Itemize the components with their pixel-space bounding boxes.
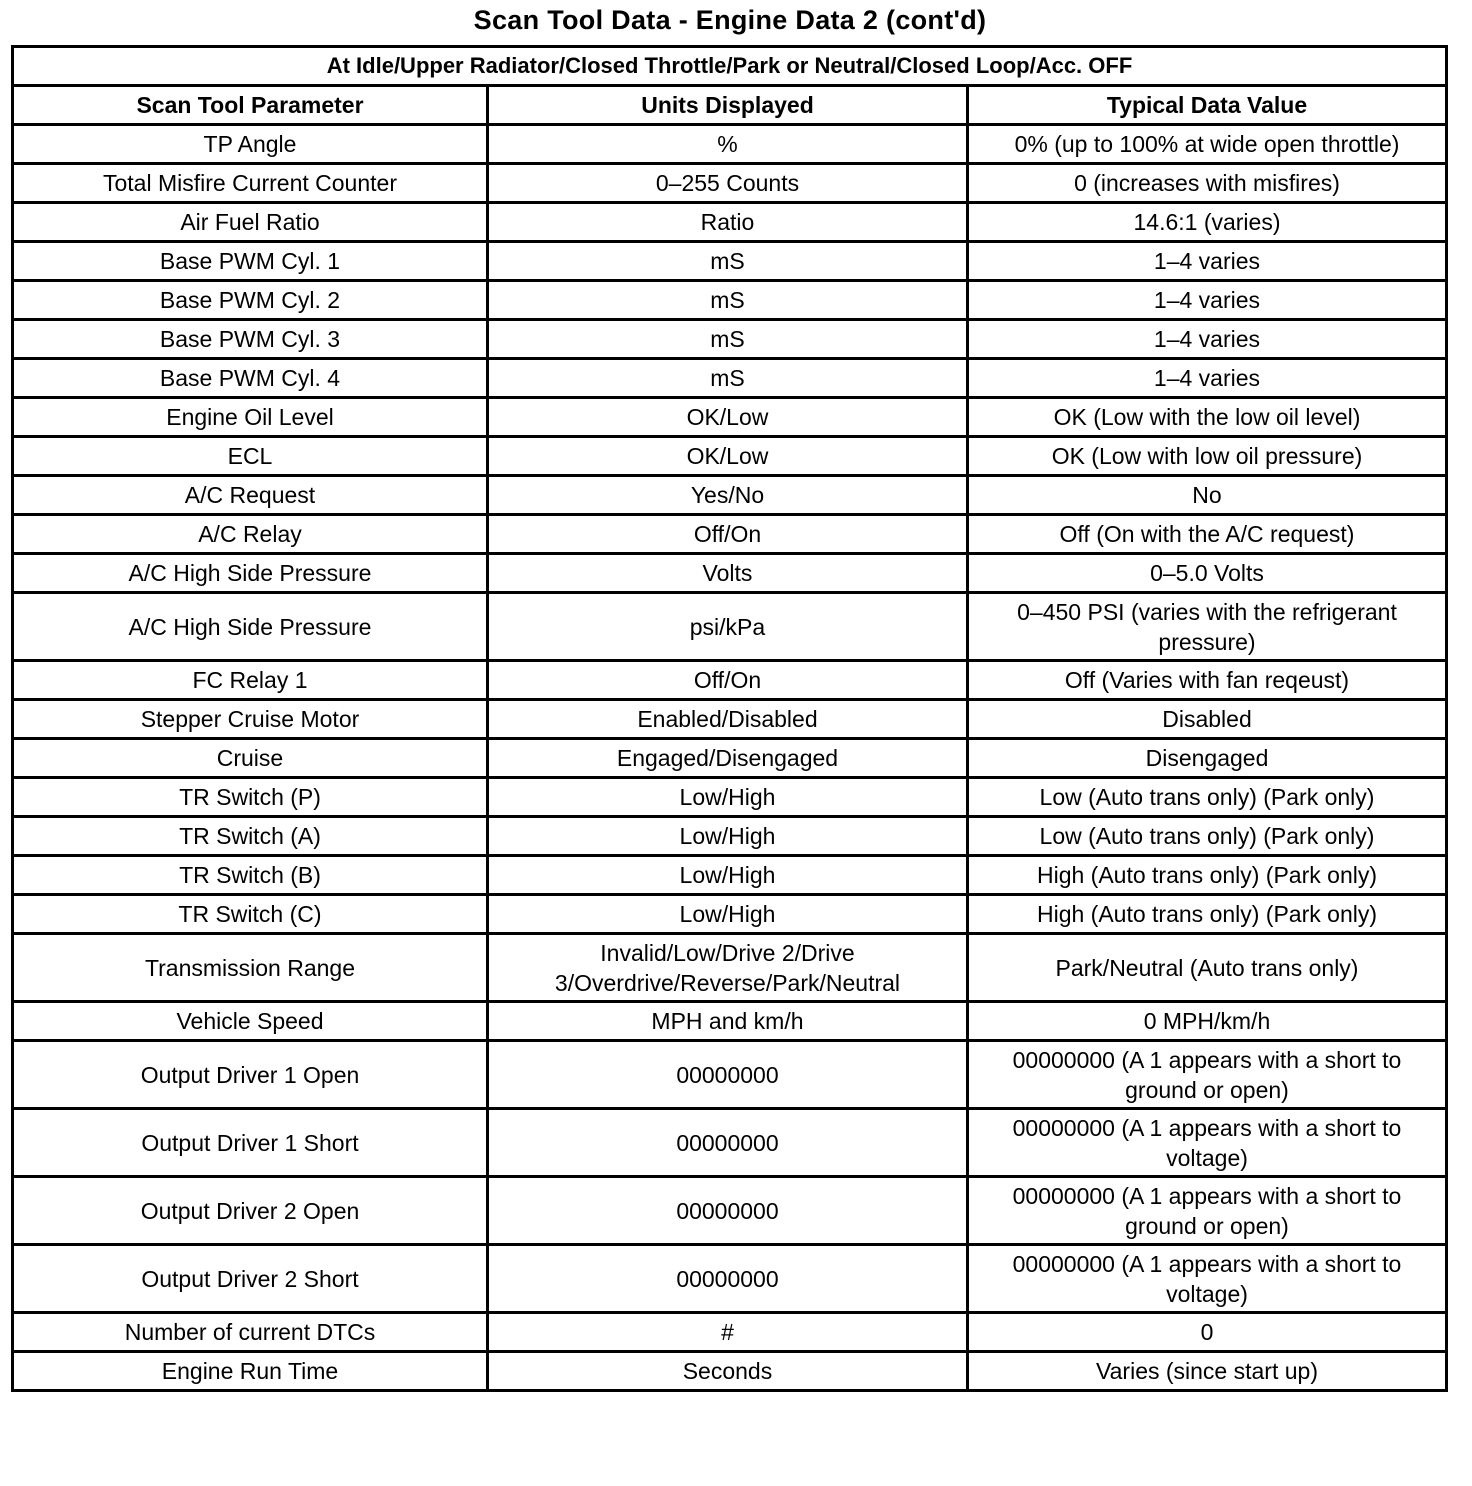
- units-cell: 00000000: [487, 1177, 967, 1245]
- parameter-cell: TR Switch (P): [13, 778, 488, 817]
- table-row: [13, 1313, 1447, 1352]
- table-row: [13, 778, 1447, 817]
- parameter-cell: TR Switch (C): [13, 895, 488, 934]
- value-cell: High (Auto trans only) (Park only): [967, 895, 1446, 934]
- value-cell: Off (Varies with fan reqeust): [967, 661, 1446, 700]
- table-row: [13, 856, 1447, 895]
- table-row: [13, 320, 1447, 359]
- units-cell: 00000000: [487, 1109, 967, 1177]
- table-row: [13, 1245, 1447, 1313]
- scan-tool-data-table: [11, 45, 1448, 1392]
- units-cell: Enabled/Disabled: [487, 700, 967, 739]
- value-cell: 00000000 (A 1 appears with a short to voltage): [967, 1245, 1446, 1313]
- units-cell: Off/On: [487, 515, 967, 554]
- parameter-cell: Number of current DTCs: [13, 1313, 488, 1352]
- parameter-cell: Base PWM Cyl. 3: [13, 320, 488, 359]
- units-cell: mS: [487, 320, 967, 359]
- units-cell: Low/High: [487, 895, 967, 934]
- parameter-cell: Base PWM Cyl. 4: [13, 359, 488, 398]
- value-cell: Off (On with the A/C request): [967, 515, 1446, 554]
- table-row: [13, 739, 1447, 778]
- value-cell: 0 (increases with misfires): [967, 164, 1446, 203]
- parameter-cell: Output Driver 1 Open: [13, 1041, 488, 1109]
- units-cell: psi/kPa: [487, 593, 967, 661]
- units-cell: Off/On: [487, 661, 967, 700]
- units-cell: mS: [487, 242, 967, 281]
- units-cell: Invalid/Low/Drive 2/Drive 3/Overdrive/Reverse/Park/Neutral: [487, 934, 967, 1002]
- value-cell: Varies (since start up): [967, 1352, 1446, 1391]
- header-typical-value: Typical Data Value: [967, 86, 1446, 125]
- parameter-cell: ECL: [13, 437, 488, 476]
- parameter-cell: Engine Run Time: [13, 1352, 488, 1391]
- value-cell: Low (Auto trans only) (Park only): [967, 817, 1446, 856]
- parameter-cell: A/C High Side Pressure: [13, 554, 488, 593]
- value-cell: 00000000 (A 1 appears with a short to ground or open): [967, 1177, 1446, 1245]
- units-cell: 0–255 Counts: [487, 164, 967, 203]
- table-row: [13, 242, 1447, 281]
- parameter-cell: Transmission Range: [13, 934, 488, 1002]
- value-cell: 1–4 varies: [967, 242, 1446, 281]
- parameter-cell: Base PWM Cyl. 1: [13, 242, 488, 281]
- value-cell: Park/Neutral (Auto trans only): [967, 934, 1446, 1002]
- table-row: [13, 515, 1447, 554]
- parameter-cell: Air Fuel Ratio: [13, 203, 488, 242]
- units-cell: Low/High: [487, 778, 967, 817]
- value-cell: No: [967, 476, 1446, 515]
- table-row: [13, 817, 1447, 856]
- units-cell: Volts: [487, 554, 967, 593]
- units-cell: Low/High: [487, 856, 967, 895]
- value-cell: 0: [967, 1313, 1446, 1352]
- value-cell: 14.6:1 (varies): [967, 203, 1446, 242]
- value-cell: Low (Auto trans only) (Park only): [967, 778, 1446, 817]
- parameter-cell: TR Switch (B): [13, 856, 488, 895]
- units-cell: OK/Low: [487, 398, 967, 437]
- units-cell: Ratio: [487, 203, 967, 242]
- condition-row: [13, 47, 1447, 86]
- table-row: [13, 700, 1447, 739]
- units-cell: Yes/No: [487, 476, 967, 515]
- value-cell: OK (Low with low oil pressure): [967, 437, 1446, 476]
- units-cell: MPH and km/h: [487, 1002, 967, 1041]
- parameter-cell: FC Relay 1: [13, 661, 488, 700]
- units-cell: OK/Low: [487, 437, 967, 476]
- units-cell: %: [487, 125, 967, 164]
- page-title: Scan Tool Data - Engine Data 2 (cont'd): [473, 5, 987, 35]
- table-row: [13, 1041, 1447, 1109]
- table-row: [13, 1109, 1447, 1177]
- parameter-cell: TP Angle: [13, 125, 488, 164]
- value-cell: 0–5.0 Volts: [967, 554, 1446, 593]
- units-cell: Engaged/Disengaged: [487, 739, 967, 778]
- header-units: Units Displayed: [487, 86, 967, 125]
- parameter-cell: A/C High Side Pressure: [13, 593, 488, 661]
- value-cell: 00000000 (A 1 appears with a short to ground or open): [967, 1041, 1446, 1109]
- parameter-cell: TR Switch (A): [13, 817, 488, 856]
- value-cell: 1–4 varies: [967, 359, 1446, 398]
- units-cell: mS: [487, 359, 967, 398]
- units-cell: 00000000: [487, 1041, 967, 1109]
- parameter-cell: Total Misfire Current Counter: [13, 164, 488, 203]
- units-cell: mS: [487, 281, 967, 320]
- parameter-cell: Output Driver 2 Short: [13, 1245, 488, 1313]
- value-cell: Disabled: [967, 700, 1446, 739]
- value-cell: 0–450 PSI (varies with the refrigerant pressure): [967, 593, 1446, 661]
- value-cell: 00000000 (A 1 appears with a short to voltage): [967, 1109, 1446, 1177]
- parameter-cell: A/C Request: [13, 476, 488, 515]
- units-cell: 00000000: [487, 1245, 967, 1313]
- table-row: [13, 895, 1447, 934]
- table-row: [13, 476, 1447, 515]
- value-cell: 1–4 varies: [967, 281, 1446, 320]
- units-cell: #: [487, 1313, 967, 1352]
- parameter-cell: Base PWM Cyl. 2: [13, 281, 488, 320]
- parameter-cell: Stepper Cruise Motor: [13, 700, 488, 739]
- value-cell: 0% (up to 100% at wide open throttle): [967, 125, 1446, 164]
- table-row: [13, 125, 1447, 164]
- table-row: [13, 164, 1447, 203]
- table-row: [13, 593, 1447, 661]
- table-row: [13, 203, 1447, 242]
- parameter-cell: Output Driver 1 Short: [13, 1109, 488, 1177]
- table-row: [13, 437, 1447, 476]
- parameter-cell: Engine Oil Level: [13, 398, 488, 437]
- value-cell: High (Auto trans only) (Park only): [967, 856, 1446, 895]
- table-row: [13, 934, 1447, 1002]
- table-row: [13, 1352, 1447, 1391]
- table-row: [13, 661, 1447, 700]
- table-row: [13, 1002, 1447, 1041]
- table-row: [13, 281, 1447, 320]
- parameter-cell: Cruise: [13, 739, 488, 778]
- parameter-cell: Output Driver 2 Open: [13, 1177, 488, 1245]
- table-row: [13, 1177, 1447, 1245]
- condition-cell: At Idle/Upper Radiator/Closed Throttle/Park or Neutral/Closed Loop/Acc. OFF: [13, 47, 1447, 86]
- table-row: [13, 398, 1447, 437]
- parameter-cell: Vehicle Speed: [13, 1002, 488, 1041]
- value-cell: 1–4 varies: [967, 320, 1446, 359]
- value-cell: 0 MPH/km/h: [967, 1002, 1446, 1041]
- value-cell: OK (Low with the low oil level): [967, 398, 1446, 437]
- table-row: [13, 359, 1447, 398]
- header-row: [13, 86, 1447, 125]
- units-cell: Seconds: [487, 1352, 967, 1391]
- value-cell: Disengaged: [967, 739, 1446, 778]
- header-parameter: Scan Tool Parameter: [13, 86, 488, 125]
- table-row: [13, 554, 1447, 593]
- parameter-cell: A/C Relay: [13, 515, 488, 554]
- units-cell: Low/High: [487, 817, 967, 856]
